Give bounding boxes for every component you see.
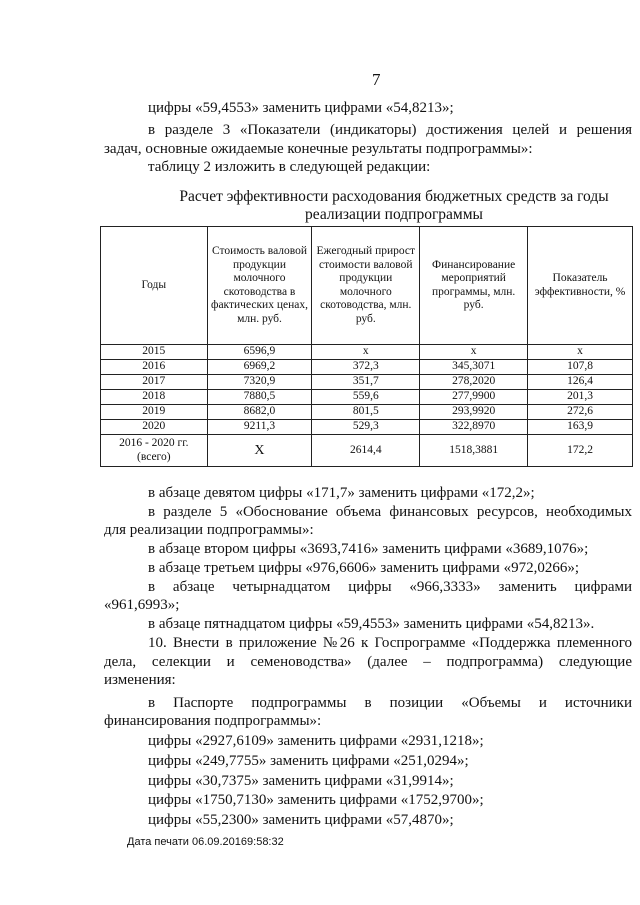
print-date-footer: Дата печати 06.09.20169:58:32 bbox=[127, 836, 284, 848]
table-header-row bbox=[101, 227, 633, 345]
table-cell: 2017 bbox=[101, 375, 208, 390]
table-cell: 559,6 bbox=[312, 390, 420, 405]
table-cell: 278,2020 bbox=[420, 375, 528, 390]
column-header: Показатель эффективности, % bbox=[528, 227, 633, 345]
table-cell: 529,3 bbox=[312, 420, 420, 435]
text-line: в абзаце девятом цифры «171,7» заменить цифрами «172,2»; bbox=[148, 485, 535, 501]
table-cell: 1518,3881 bbox=[420, 435, 528, 467]
text-line: в Паспорте подпрограммы в позиции «Объемы и источники bbox=[148, 695, 632, 711]
table-cell: 2614,4 bbox=[312, 435, 420, 467]
text-line: 10. Внести в приложение №26 к Госпрограмме «Поддержка племенного bbox=[148, 635, 632, 651]
text-line: таблицу 2 изложить в следующей редакции: bbox=[148, 159, 431, 175]
table-cell: 351,7 bbox=[312, 375, 420, 390]
column-header: Стоимость валовой продукции молочного скотоводства в фактических ценах, млн. руб. bbox=[207, 227, 312, 345]
table-title: Расчет эффективности расходования бюджетных средств за годы bbox=[179, 188, 609, 205]
table-total-row bbox=[101, 435, 633, 467]
table-cell bbox=[101, 435, 208, 467]
total-year: 2016 - 2020 гг. bbox=[119, 437, 189, 449]
table-cell: 2018 bbox=[101, 390, 208, 405]
text-line: цифры «1750,7130» заменить цифрами «1752,9700»; bbox=[148, 792, 484, 808]
text-line: изменения: bbox=[104, 672, 176, 688]
text-line: «961,6993»; bbox=[104, 597, 180, 613]
table-cell: 293,9920 bbox=[420, 405, 528, 420]
text-line: цифры «59,4553» заменить цифрами «54,8213»; bbox=[148, 100, 454, 116]
table-cell: 272,6 bbox=[528, 405, 633, 420]
table-cell: 6969,2 bbox=[207, 360, 312, 375]
text-line: цифры «249,7755» заменить цифрами «251,0294»; bbox=[148, 753, 469, 769]
text-line: в абзаце пятнадцатом цифры «59,4553» заменить цифрами «54,8213». bbox=[148, 616, 595, 632]
table-cell: х bbox=[528, 345, 633, 360]
column-header: Финансирование мероприятий программы, млн. руб. bbox=[420, 227, 528, 345]
table-title: реализации подпрограммы bbox=[305, 206, 483, 223]
table-row bbox=[101, 360, 633, 375]
table-cell: 801,5 bbox=[312, 405, 420, 420]
table-cell: 8682,0 bbox=[207, 405, 312, 420]
table-cell: х bbox=[312, 345, 420, 360]
table-row bbox=[101, 345, 633, 360]
table-cell: 2019 bbox=[101, 405, 208, 420]
text-line: финансирования подпрограммы»: bbox=[104, 713, 322, 729]
text-line: в абзаце четырнадцатом цифры «966,3333» заменить цифрами bbox=[148, 579, 632, 595]
table-cell: 7880,5 bbox=[207, 390, 312, 405]
column-header: Ежегодный прирост стоимости валовой продукции молочного скотоводства, млн. руб. bbox=[312, 227, 420, 345]
page-number: 7 bbox=[372, 70, 381, 89]
text-line: цифры «30,7375» заменить цифрами «31,9914»; bbox=[148, 773, 454, 789]
table-cell: 2016 bbox=[101, 360, 208, 375]
text-line: цифры «2927,6109» заменить цифрами «2931,1218»; bbox=[148, 733, 484, 749]
text-line: дела, селекции и семеноводства» (далее – подпрограмма) следующие bbox=[104, 654, 632, 670]
text-line: для реализации подпрограммы»: bbox=[104, 522, 314, 538]
text-line: в разделе 3 «Показатели (индикаторы) достижения целей и решения bbox=[148, 122, 632, 138]
text-line: в абзаце втором цифры «3693,7416» заменить цифрами «3689,1076»; bbox=[148, 541, 589, 557]
table-row bbox=[101, 420, 633, 435]
table-cell: 2020 bbox=[101, 420, 208, 435]
table-cell: 163,9 bbox=[528, 420, 633, 435]
table-cell: 322,8970 bbox=[420, 420, 528, 435]
table-row bbox=[101, 390, 633, 405]
table-cell: 2015 bbox=[101, 345, 208, 360]
table-row bbox=[101, 375, 633, 390]
table-cell: 107,8 bbox=[528, 360, 633, 375]
table-cell: 7320,9 bbox=[207, 375, 312, 390]
efficiency-table bbox=[100, 226, 633, 467]
text-line: цифры «55,2300» заменить цифрами «57,4870»; bbox=[148, 812, 454, 828]
table-cell: 277,9900 bbox=[420, 390, 528, 405]
text-line: задач, основные ожидаемые конечные результаты подпрограммы»: bbox=[104, 141, 533, 157]
table-cell: 126,4 bbox=[528, 375, 633, 390]
table-row bbox=[101, 405, 633, 420]
table-cell: 6596,9 bbox=[207, 345, 312, 360]
table-cell: 201,3 bbox=[528, 390, 633, 405]
table-cell: 372,3 bbox=[312, 360, 420, 375]
table-cell: 345,3071 bbox=[420, 360, 528, 375]
table-cell: 172,2 bbox=[528, 435, 633, 467]
table-cell: х bbox=[420, 345, 528, 360]
text-line: в абзаце третьем цифры «976,6606» заменить цифрами «972,0266»; bbox=[148, 560, 579, 576]
column-header: Годы bbox=[101, 227, 208, 345]
total-year-note: (всего) bbox=[137, 450, 171, 463]
text-line: в разделе 5 «Обоснование объема финансовых ресурсов, необходимых bbox=[148, 504, 632, 520]
table-cell: Х bbox=[207, 435, 312, 467]
table-cell: 9211,3 bbox=[207, 420, 312, 435]
